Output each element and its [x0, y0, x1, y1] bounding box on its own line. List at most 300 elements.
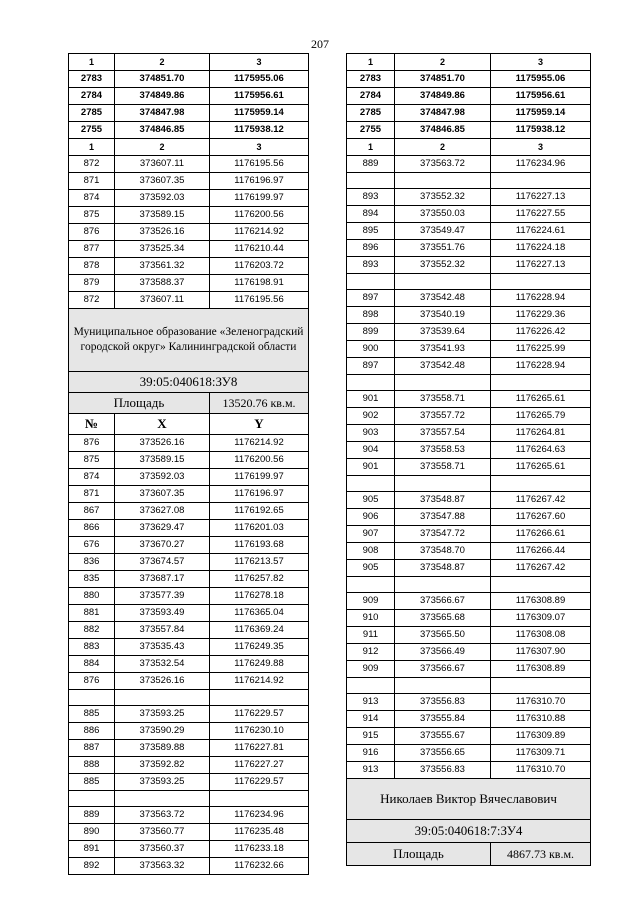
x-coordinate-cell: 373558.53 — [395, 442, 491, 459]
x-coordinate-cell: 373556.83 — [395, 694, 491, 711]
coordinate-row — [347, 425, 591, 442]
point-number-cell: 866 — [69, 520, 115, 537]
x-coordinate-cell: 373687.17 — [115, 571, 210, 588]
y-coordinate-cell: 1176365.04 — [210, 605, 309, 622]
point-number-cell: 2783 — [69, 71, 115, 88]
y-coordinate-cell: 1176227.13 — [491, 189, 591, 206]
column-number-cell: 1 — [69, 54, 115, 71]
coordinate-row — [347, 492, 591, 509]
point-number-cell: 900 — [347, 341, 395, 358]
x-coordinate-cell: 373526.16 — [115, 673, 210, 690]
x-coordinate-cell: 374847.98 — [395, 105, 491, 122]
x-coordinate-cell: 373593.25 — [115, 706, 210, 723]
area-row — [69, 393, 309, 414]
x-coordinate-cell: 373550.03 — [395, 206, 491, 223]
coordinate-row — [69, 71, 309, 88]
point-number-cell: 880 — [69, 588, 115, 605]
x-coordinate-cell: 373548.87 — [395, 560, 491, 577]
point-number-cell: 879 — [69, 275, 115, 292]
point-number-cell: 872 — [69, 292, 115, 309]
y-coordinate-cell — [491, 678, 591, 694]
y-coordinate-cell: 1176308.89 — [491, 593, 591, 610]
point-number-cell: 836 — [69, 554, 115, 571]
point-number-cell — [69, 690, 115, 706]
coordinate-row — [347, 442, 591, 459]
point-number-cell: 914 — [347, 711, 395, 728]
point-number-cell: 883 — [69, 639, 115, 656]
x-coordinate-cell: 373526.16 — [115, 435, 210, 452]
x-coordinate-cell: 373566.67 — [395, 593, 491, 610]
x-coordinate-cell: 373535.43 — [115, 639, 210, 656]
coordinate-row — [69, 673, 309, 690]
y-coordinate-cell — [491, 173, 591, 189]
point-number-cell: 901 — [347, 391, 395, 408]
x-coordinate-cell: 374849.86 — [395, 88, 491, 105]
point-number-cell — [347, 173, 395, 189]
coordinate-row — [69, 258, 309, 275]
point-number-cell: 912 — [347, 644, 395, 661]
x-coordinate-cell: 373552.32 — [395, 257, 491, 274]
x-coordinate-cell: 374846.85 — [115, 122, 210, 139]
x-column-header: X — [115, 414, 210, 435]
y-coordinate-cell: 1176195.56 — [210, 156, 309, 173]
point-number-cell — [347, 678, 395, 694]
x-coordinate-cell: 373589.88 — [115, 740, 210, 757]
x-coordinate-cell: 374851.70 — [115, 71, 210, 88]
coordinate-row — [69, 292, 309, 309]
y-coordinate-cell: 1176228.94 — [491, 290, 591, 307]
point-number-cell: 907 — [347, 526, 395, 543]
x-coordinate-cell: 373565.68 — [395, 610, 491, 627]
point-number-cell: 913 — [347, 762, 395, 779]
x-coordinate-cell: 373556.65 — [395, 745, 491, 762]
x-coordinate-cell: 373547.72 — [395, 526, 491, 543]
y-coordinate-cell: 1176265.61 — [491, 459, 591, 476]
x-coordinate-cell: 373577.39 — [115, 588, 210, 605]
x-coordinate-cell — [395, 577, 491, 593]
coordinate-row — [347, 206, 591, 223]
column-number-cell: 2 — [395, 139, 491, 156]
y-coordinate-cell: 1176308.08 — [491, 627, 591, 644]
y-coordinate-cell: 1176309.71 — [491, 745, 591, 762]
point-number-cell: 888 — [69, 757, 115, 774]
y-coordinate-cell: 1176266.61 — [491, 526, 591, 543]
y-coordinate-cell: 1176229.57 — [210, 706, 309, 723]
y-coordinate-cell: 1176193.68 — [210, 537, 309, 554]
point-number-cell — [69, 791, 115, 807]
municipality-row — [69, 309, 309, 372]
x-coordinate-cell: 373607.35 — [115, 486, 210, 503]
y-coordinate-cell: 1176227.13 — [491, 257, 591, 274]
y-coordinate-cell: 1175959.14 — [210, 105, 309, 122]
x-coordinate-cell: 373566.67 — [395, 661, 491, 678]
x-coordinate-cell — [115, 791, 210, 807]
x-coordinate-cell: 373539.64 — [395, 324, 491, 341]
left-coordinates-table — [68, 53, 309, 875]
area-value: 13520.76 кв.м. — [210, 393, 309, 414]
x-coordinate-cell: 373557.54 — [395, 425, 491, 442]
x-coordinate-cell: 373541.93 — [395, 341, 491, 358]
y-coordinate-cell: 1176265.61 — [491, 391, 591, 408]
x-coordinate-cell: 373556.83 — [395, 762, 491, 779]
coordinate-row — [347, 257, 591, 274]
column-number-cell: 1 — [69, 139, 115, 156]
coordinate-row — [69, 173, 309, 190]
point-number-cell: 908 — [347, 543, 395, 560]
x-coordinate-cell: 373566.49 — [395, 644, 491, 661]
y-coordinate-cell: 1176226.42 — [491, 324, 591, 341]
area-row — [347, 843, 591, 866]
y-coordinate-cell: 1176213.57 — [210, 554, 309, 571]
point-number-cell: 892 — [69, 858, 115, 875]
y-coordinate-cell: 1176267.60 — [491, 509, 591, 526]
y-coordinate-cell: 1176214.92 — [210, 435, 309, 452]
point-number-cell: 2783 — [347, 71, 395, 88]
x-coordinate-cell: 374846.85 — [395, 122, 491, 139]
point-number-cell: 835 — [69, 571, 115, 588]
coordinate-row — [69, 740, 309, 757]
y-coordinate-cell — [210, 690, 309, 706]
y-coordinate-cell: 1176230.10 — [210, 723, 309, 740]
point-number-cell: 895 — [347, 223, 395, 240]
column-number-cell: 2 — [115, 54, 210, 71]
y-coordinate-cell: 1176310.70 — [491, 762, 591, 779]
y-coordinate-cell: 1175959.14 — [491, 105, 591, 122]
x-coordinate-cell: 373593.49 — [115, 605, 210, 622]
coordinate-row — [69, 105, 309, 122]
y-coordinate-cell — [491, 476, 591, 492]
coordinate-row — [69, 639, 309, 656]
x-coordinate-cell: 373674.57 — [115, 554, 210, 571]
point-number-cell: 2785 — [69, 105, 115, 122]
x-coordinate-cell: 373547.88 — [395, 509, 491, 526]
y-coordinate-cell: 1176225.99 — [491, 341, 591, 358]
page-number: 207 — [311, 37, 329, 51]
y-coordinate-cell: 1176227.81 — [210, 740, 309, 757]
point-number-cell: 891 — [69, 841, 115, 858]
y-coordinate-cell: 1176278.18 — [210, 588, 309, 605]
column-number-header — [69, 139, 309, 156]
y-coordinate-cell: 1176307.90 — [491, 644, 591, 661]
coordinate-row — [347, 610, 591, 627]
coordinate-row — [347, 627, 591, 644]
coordinate-row — [69, 554, 309, 571]
y-coordinate-cell: 1176199.97 — [210, 190, 309, 207]
coordinate-row — [69, 706, 309, 723]
area-label: Площадь — [347, 843, 491, 866]
coordinate-row — [69, 588, 309, 605]
coordinate-row — [347, 71, 591, 88]
x-coordinate-cell: 373542.48 — [395, 358, 491, 375]
owner-name: Николаев Виктор Вячеславович — [347, 779, 591, 820]
column-number-header — [347, 54, 591, 71]
y-coordinate-cell: 1175956.61 — [210, 88, 309, 105]
x-coordinate-cell: 373593.25 — [115, 774, 210, 791]
y-coordinate-cell: 1176229.57 — [210, 774, 309, 791]
point-number-cell: 894 — [347, 206, 395, 223]
x-coordinate-cell: 373557.84 — [115, 622, 210, 639]
coordinate-row — [347, 240, 591, 257]
x-coordinate-cell: 373551.76 — [395, 240, 491, 257]
point-number-cell: 867 — [69, 503, 115, 520]
y-coordinate-cell: 1176199.97 — [210, 469, 309, 486]
cadastral-number: 39:05:040618:ЗУ8 — [69, 372, 309, 393]
y-coordinate-cell: 1176196.97 — [210, 486, 309, 503]
coordinate-row — [347, 408, 591, 425]
point-number-cell: 913 — [347, 694, 395, 711]
coordinate-row — [69, 275, 309, 292]
y-coordinate-cell: 1176309.07 — [491, 610, 591, 627]
y-coordinate-cell — [210, 791, 309, 807]
column-number-cell: 2 — [115, 139, 210, 156]
x-coordinate-cell: 373563.72 — [395, 156, 491, 173]
x-coordinate-cell: 373555.67 — [395, 728, 491, 745]
y-coordinate-cell: 1176232.66 — [210, 858, 309, 875]
x-coordinate-cell — [115, 690, 210, 706]
y-coordinate-cell: 1176369.24 — [210, 622, 309, 639]
point-number-cell: 882 — [69, 622, 115, 639]
column-number-cell: 3 — [210, 139, 309, 156]
blank-row — [69, 690, 309, 706]
coordinate-row — [347, 459, 591, 476]
y-coordinate-cell: 1176201.03 — [210, 520, 309, 537]
cadastral-row — [347, 820, 591, 843]
point-number-cell: 871 — [69, 486, 115, 503]
point-number-cell: 910 — [347, 610, 395, 627]
coordinate-row — [69, 537, 309, 554]
coordinate-row — [69, 156, 309, 173]
point-number-cell: 881 — [69, 605, 115, 622]
x-coordinate-cell: 373589.15 — [115, 207, 210, 224]
y-coordinate-cell — [491, 577, 591, 593]
column-number-header — [69, 54, 309, 71]
coordinate-row — [347, 189, 591, 206]
point-number-cell: 878 — [69, 258, 115, 275]
point-number-cell: 901 — [347, 459, 395, 476]
coordinate-row — [69, 807, 309, 824]
y-coordinate-cell: 1175955.06 — [210, 71, 309, 88]
coordinate-row — [347, 290, 591, 307]
y-coordinate-cell: 1176224.61 — [491, 223, 591, 240]
point-number-cell: 2755 — [69, 122, 115, 139]
point-number-cell: 2785 — [347, 105, 395, 122]
coordinate-row — [69, 469, 309, 486]
point-number-cell: 877 — [69, 241, 115, 258]
x-coordinate-cell: 373548.87 — [395, 492, 491, 509]
coordinate-row — [347, 358, 591, 375]
point-number-cell — [347, 476, 395, 492]
coordinate-row — [69, 858, 309, 875]
y-coordinate-cell: 1176198.91 — [210, 275, 309, 292]
coordinate-row — [69, 503, 309, 520]
coordinate-row — [69, 88, 309, 105]
point-number-cell: 899 — [347, 324, 395, 341]
coordinate-row — [347, 711, 591, 728]
column-number-cell: 3 — [491, 54, 591, 71]
coordinate-row — [69, 824, 309, 841]
xy-header-row — [69, 414, 309, 435]
coordinate-row — [347, 593, 591, 610]
point-number-cell: 909 — [347, 593, 395, 610]
x-coordinate-cell: 373525.34 — [115, 241, 210, 258]
point-number-cell: 904 — [347, 442, 395, 459]
column-number-cell: 3 — [210, 54, 309, 71]
point-number-cell: 897 — [347, 290, 395, 307]
x-coordinate-cell: 374851.70 — [395, 71, 491, 88]
coordinate-row — [347, 745, 591, 762]
x-coordinate-cell: 373607.11 — [115, 156, 210, 173]
point-number-cell: 886 — [69, 723, 115, 740]
coordinate-row — [347, 223, 591, 240]
y-coordinate-cell: 1176309.89 — [491, 728, 591, 745]
x-coordinate-cell: 373532.54 — [115, 656, 210, 673]
point-number-cell: 905 — [347, 492, 395, 509]
y-coordinate-cell: 1175955.06 — [491, 71, 591, 88]
y-coordinate-cell: 1176310.70 — [491, 694, 591, 711]
point-number-cell: 885 — [69, 706, 115, 723]
point-number-cell: 876 — [69, 673, 115, 690]
y-coordinate-cell: 1176192.65 — [210, 503, 309, 520]
coordinate-row — [69, 571, 309, 588]
point-number-cell: 898 — [347, 307, 395, 324]
y-coordinate-cell: 1176203.72 — [210, 258, 309, 275]
y-coordinate-cell: 1176264.81 — [491, 425, 591, 442]
y-coordinate-cell: 1176249.35 — [210, 639, 309, 656]
x-coordinate-cell: 373563.72 — [115, 807, 210, 824]
y-coordinate-cell: 1176264.63 — [491, 442, 591, 459]
column-number-cell: 2 — [395, 54, 491, 71]
point-number-cell: 875 — [69, 207, 115, 224]
blank-row — [347, 476, 591, 492]
point-number-cell: 896 — [347, 240, 395, 257]
coordinate-row — [347, 341, 591, 358]
x-coordinate-cell: 373590.29 — [115, 723, 210, 740]
point-number-cell: 2784 — [347, 88, 395, 105]
x-coordinate-cell: 373560.77 — [115, 824, 210, 841]
y-coordinate-cell: 1176229.36 — [491, 307, 591, 324]
point-number-cell: 889 — [347, 156, 395, 173]
coordinate-row — [347, 560, 591, 577]
y-coordinate-cell: 1176214.92 — [210, 673, 309, 690]
coordinate-row — [69, 723, 309, 740]
point-number-cell: 871 — [69, 173, 115, 190]
number-column-header: № — [69, 414, 115, 435]
coordinate-row — [347, 694, 591, 711]
coordinate-row — [69, 190, 309, 207]
y-coordinate-cell: 1176249.88 — [210, 656, 309, 673]
point-number-cell: 915 — [347, 728, 395, 745]
x-coordinate-cell: 373561.32 — [115, 258, 210, 275]
coordinate-row — [347, 105, 591, 122]
x-coordinate-cell: 373557.72 — [395, 408, 491, 425]
y-coordinate-cell: 1176200.56 — [210, 207, 309, 224]
area-value: 4867.73 кв.м. — [491, 843, 591, 866]
y-coordinate-cell: 1176266.44 — [491, 543, 591, 560]
point-number-cell: 893 — [347, 257, 395, 274]
point-number-cell: 893 — [347, 189, 395, 206]
y-coordinate-cell: 1176200.56 — [210, 452, 309, 469]
x-coordinate-cell: 374847.98 — [115, 105, 210, 122]
y-coordinate-cell — [491, 274, 591, 290]
blank-row — [347, 274, 591, 290]
blank-row — [69, 791, 309, 807]
coordinate-row — [347, 88, 591, 105]
coordinate-row — [69, 757, 309, 774]
point-number-cell: 903 — [347, 425, 395, 442]
point-number-cell: 897 — [347, 358, 395, 375]
y-coordinate-cell: 1176227.55 — [491, 206, 591, 223]
x-coordinate-cell: 373548.70 — [395, 543, 491, 560]
right-coordinates-table — [346, 53, 591, 866]
column-number-cell: 1 — [347, 139, 395, 156]
point-number-cell: 874 — [69, 469, 115, 486]
owner-row — [347, 779, 591, 820]
coordinate-row — [347, 526, 591, 543]
x-coordinate-cell: 373558.71 — [395, 391, 491, 408]
point-number-cell: 916 — [347, 745, 395, 762]
coordinate-row — [347, 762, 591, 779]
coordinate-row — [69, 774, 309, 791]
x-coordinate-cell — [395, 173, 491, 189]
point-number-cell — [347, 577, 395, 593]
y-coordinate-cell: 1176228.94 — [491, 358, 591, 375]
coordinate-row — [347, 509, 591, 526]
point-number-cell: 874 — [69, 190, 115, 207]
point-number-cell: 887 — [69, 740, 115, 757]
y-coordinate-cell: 1176257.82 — [210, 571, 309, 588]
x-coordinate-cell: 373607.35 — [115, 173, 210, 190]
coordinate-row — [347, 661, 591, 678]
area-label: Площадь — [69, 393, 210, 414]
blank-row — [347, 678, 591, 694]
point-number-cell: 889 — [69, 807, 115, 824]
coordinate-row — [69, 841, 309, 858]
y-coordinate-cell: 1176308.89 — [491, 661, 591, 678]
coordinate-row — [69, 486, 309, 503]
y-coordinate-cell — [491, 375, 591, 391]
x-coordinate-cell: 373670.27 — [115, 537, 210, 554]
point-number-cell — [347, 274, 395, 290]
coordinate-row — [69, 605, 309, 622]
point-number-cell: 902 — [347, 408, 395, 425]
x-coordinate-cell: 373589.15 — [115, 452, 210, 469]
coordinate-row — [69, 452, 309, 469]
coordinate-row — [69, 622, 309, 639]
coordinate-row — [347, 156, 591, 173]
point-number-cell: 905 — [347, 560, 395, 577]
coordinate-row — [69, 656, 309, 673]
blank-row — [347, 173, 591, 189]
coordinate-row — [69, 520, 309, 537]
cadastral-number: 39:05:040618:7:ЗУ4 — [347, 820, 591, 843]
y-coordinate-cell: 1175938.12 — [210, 122, 309, 139]
y-coordinate-cell: 1176235.48 — [210, 824, 309, 841]
point-number-cell: 872 — [69, 156, 115, 173]
coordinate-row — [347, 122, 591, 139]
x-coordinate-cell: 374849.86 — [115, 88, 210, 105]
point-number-cell: 875 — [69, 452, 115, 469]
x-coordinate-cell: 373588.37 — [115, 275, 210, 292]
municipality-title: Муниципальное образование «Зеленоградский городской округ» Калининградской области — [69, 309, 309, 372]
column-number-header — [347, 139, 591, 156]
coordinate-row — [69, 241, 309, 258]
x-coordinate-cell — [395, 274, 491, 290]
point-number-cell: 876 — [69, 224, 115, 241]
x-coordinate-cell — [395, 476, 491, 492]
column-number-cell: 3 — [491, 139, 591, 156]
x-coordinate-cell: 373565.50 — [395, 627, 491, 644]
y-coordinate-cell: 1175938.12 — [491, 122, 591, 139]
